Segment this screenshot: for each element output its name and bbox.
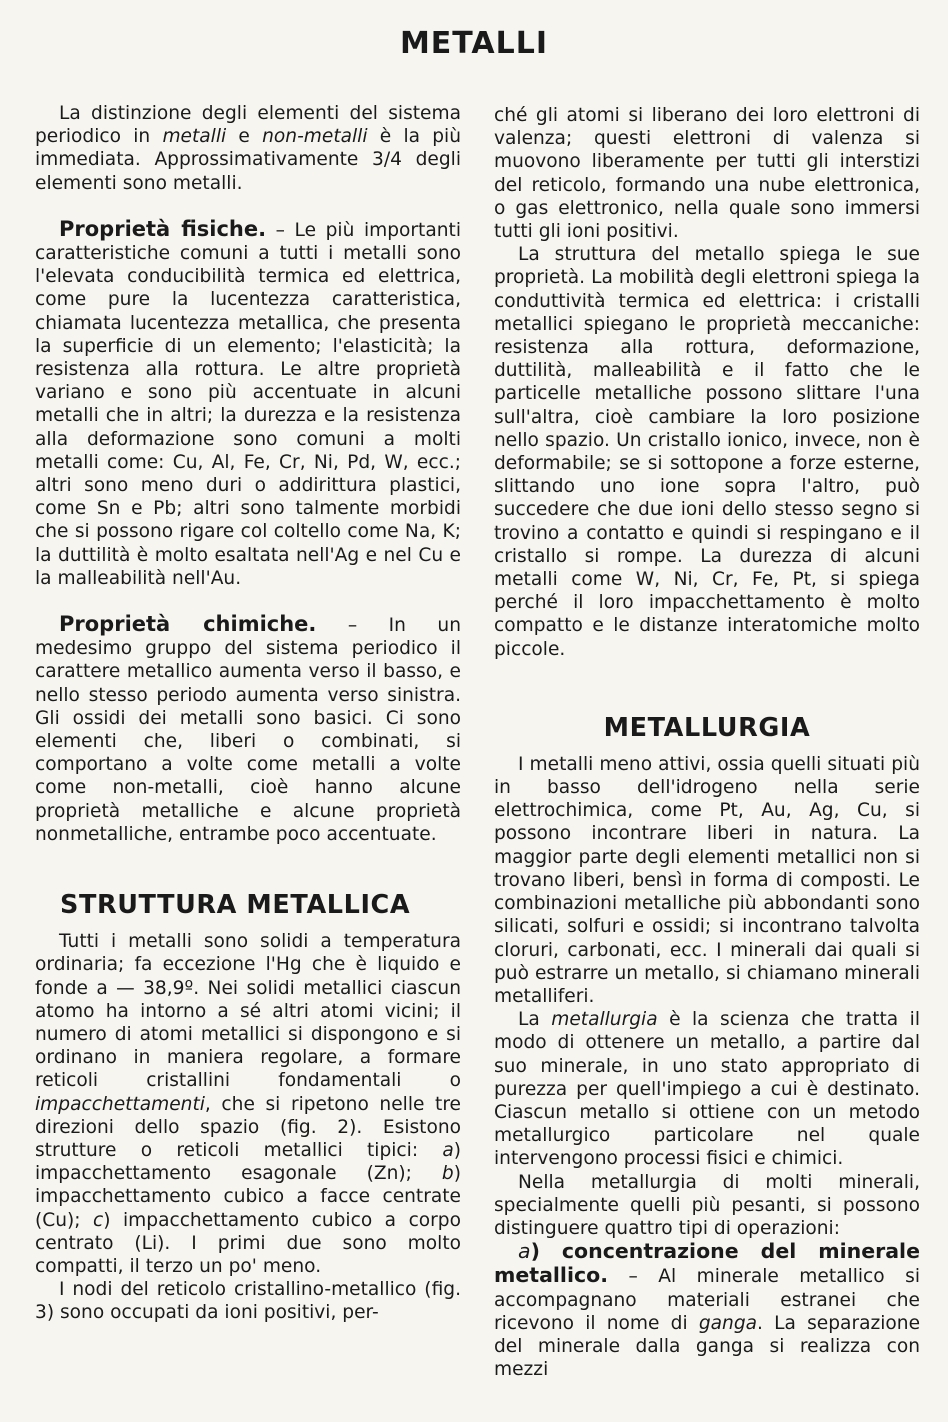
chemical-properties-paragraph: Proprietà chimiche. – In un medesimo gruppo del sistema periodico il carattere metallico aumenta verso il basso, e nello stesso periodo aumenta verso sinistra. Gli ossidi dei metalli sono basici. Ci sono elementi che, liberi o combinati, si comportano a volte come metalli a volte come non-metalli, cioè hanno alcune proprietà metalliche e alcune proprietà nonmetalliche, entrambe poco accentuate. [35,612,461,845]
right-column [494,104,920,1381]
metallurgy-paragraph-2: La metallurgia è la scienza che tratta il modo di ottenere un metallo, a partire dal suo minerale, in uno stato appropriato di purezza per quell'impiego a cui è destinato. Ciascun metallo si ottiene con un metodo metallurgico particolare nel quale intervengono processi fisici e chimici. [494,1009,920,1170]
continuation-paragraph: ché gli atomi si liberano dei loro elettroni di valenza; questi elettroni di valenza si muovono liberamente per tutti gli interstizi del reticolo, formando una nube elettronica, o gas elettronico, nella quale sono immersi tutti gli ioni positivi. [494,105,920,243]
structure-explains-paragraph: La struttura del metallo spiega le sue proprietà. La mobilità degli elettroni spiega la conduttività termica ed elettrica: i cristalli metallici spiegano le proprietà meccaniche: resistenza alla rottura, deformazione, duttilità, malleabilità e il fatto che le particelle metalliche possono slittare l'una sull'altra, cioè cambiare la loro posizione nello spazio. Un cristallo ionico, invece, non è deformabile; se si sottopone a forze esterne, slittando uno ione sopra l'altro, può succedere che due ioni dello stesso segno si trovino a contatto e quindi si respingano e il cristallo si rompe. La durezza di alcuni metalli come W, Ni, Cr, Fe, Pt, si spiega perché il loro impacchettamento è molto compatto e le distanze interatomiche molto piccole. [494,244,920,660]
concentration-heading: a) concentrazione del minerale metallico. [494,1239,920,1288]
left-column [35,102,461,1325]
page-title: METALLI [399,26,549,61]
physical-properties-paragraph: Proprietà fisiche. – Le più importanti caratteristiche comuni a tutti i metalli sono l'elevata conducibilità termica ed elettrica, come pure la lucentezza caratteristica, chiamata lucentezza metallica, che presenta la superficie di un elemento; l'elasticità; la resistenza alla rottura. Le altre proprietà variano e sono più accentuate in alcuni metalli che in altri; la durezza e la resistenza alla deformazione sono comuni a molti metalli come: Cu, Al, Fe, Cr, Ni, Pd, W, ecc.; altri sono meno duri o addirittura plastici, come Sn e Pb; altri sono talmente morbidi che si possono rigare col coltello come Na, K; la duttilità è molto esaltata nell'Ag e nel Cu e la malleabilità nell'Au. [35,216,461,589]
section-heading-metallurgia: METALLURGIA [603,712,811,743]
intro-paragraph: La distinzione degli elementi del sistema periodico in metalli e non-metalli è la più immediata. Approssimativamente 3/4 degli elementi sono metalli. [35,103,461,194]
chemical-properties-heading: Proprietà chimiche. [59,612,317,637]
section-heading-struttura: STRUTTURA METALLICA [60,890,411,921]
concentration-paragraph: a) concentrazione del minerale metallico. – Al minerale metallico si accompagnano materiali estranei che ricevono il nome di ganga. La separazione del minerale dalla ganga si realizza con mezzi [494,1239,921,1381]
metallurgy-paragraph-3: Nella metallurgia di molti minerali, specialmente quelli più pesanti, si possono distinguere quattro tipi di operazioni: [494,1171,920,1239]
physical-properties-heading: Proprietà fisiche. [59,216,267,241]
structure-paragraph: Tutti i metalli sono solidi a temperatura ordinaria; fa eccezione l'Hg che è liquido e fonde a — 38,9º. Nei solidi metallici ciascun atomo ha intorno a sé altri atomi vicini; il numero di atomi metallici si dispongono e si ordinano in maniera regolare, a formare reticoli cristallini fondamentali o impacchettamenti, che si ripetono nelle tre direzioni dello spazio (fig. 2). Esistono strutture o reticoli metallici tipici: a) impacchettamento esagonale (Zn); b) impacchettamento cubico a facce centrate (Cu); c) impacchettamento cubico a corpo centrato (Li). I primi due sono molto compatti, il terzo un po' meno. [35,931,461,1277]
metallurgy-paragraph-1: I metalli meno attivi, ossia quelli situati più in basso dell'idrogeno nella serie elettrochimica, come Pt, Au, Ag, Cu, si possono incontrare liberi in natura. La maggior parte degli elementi metallici non si trovano liberi, bensì in forma di composti. Le combinazioni metalliche più abbondanti sono silicati, solfuri e ossidi; si incontrano talvolta cloruri, carbonati, ecc. I minerali dai quali si può estrarre un metallo, si chiamano minerali metalliferi. [494,753,920,1007]
nodes-paragraph: I nodi del reticolo cristallino-metallico (fig. 3) sono occupati da ioni positivi, per- [35,1279,461,1324]
